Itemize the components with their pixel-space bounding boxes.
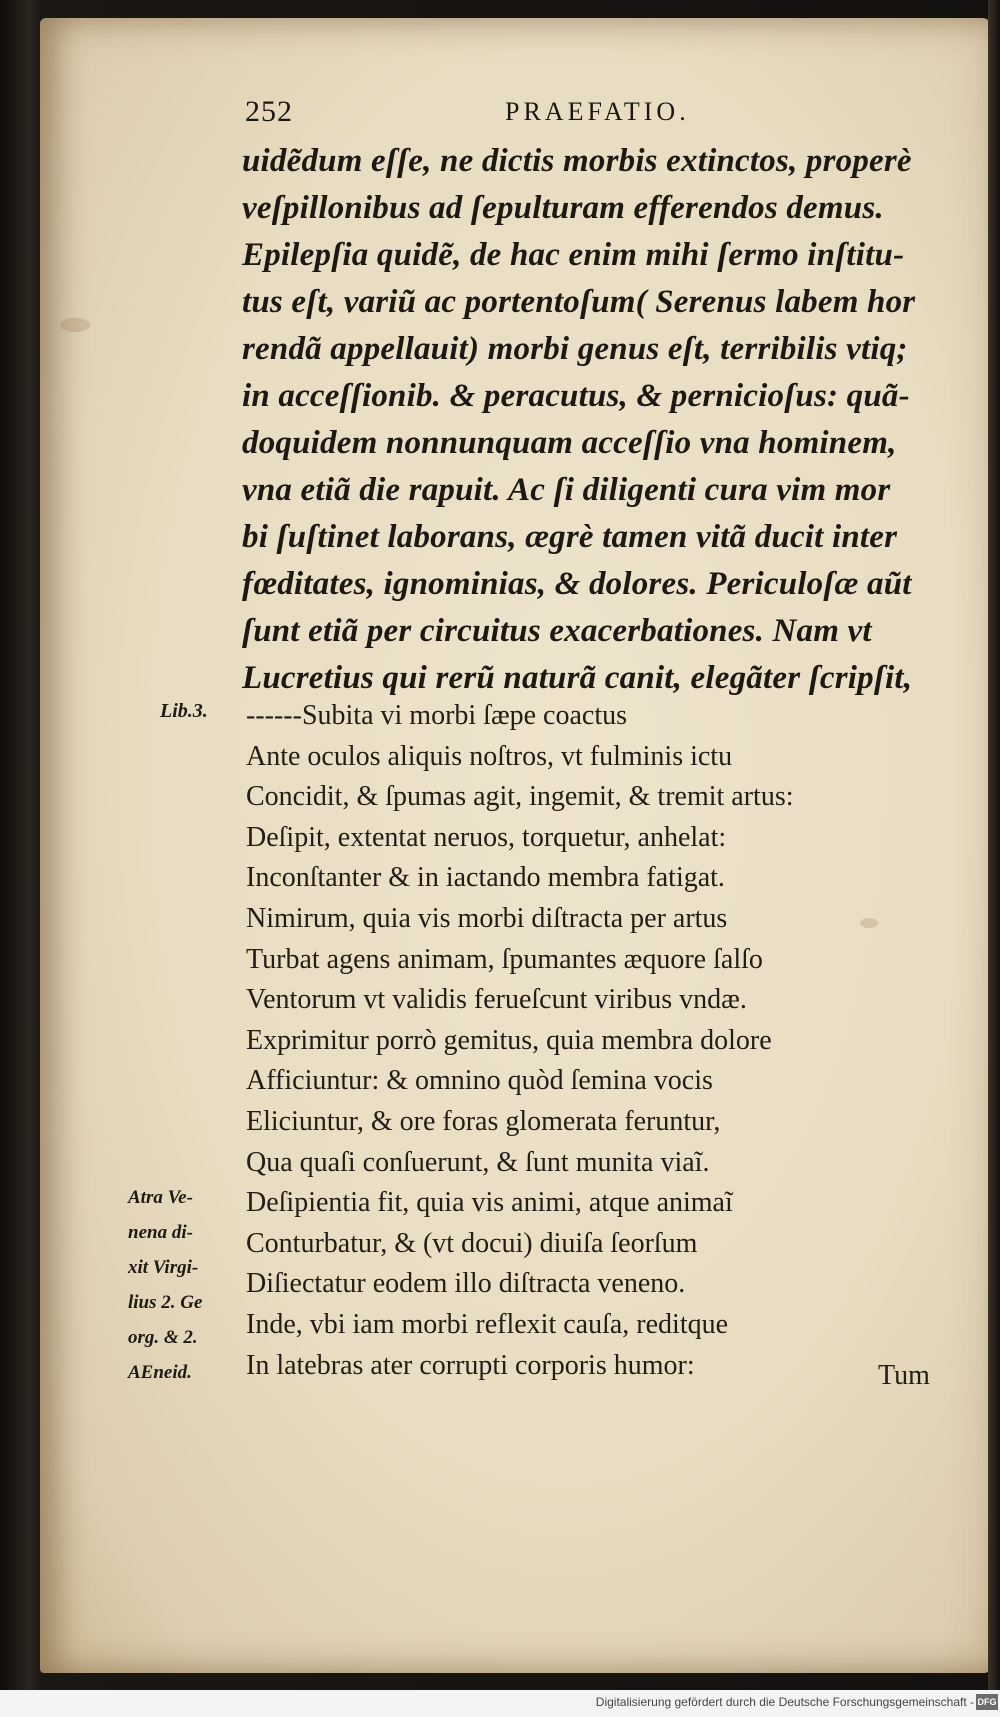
- prose-line: vna etiã die rapuit. Ac ſi diligenti cura vim mor: [242, 472, 891, 508]
- margin-note-line: Atra Ve-: [128, 1187, 193, 1208]
- prose-line: doquidem nonnunquam acceſſio vna hominem,: [242, 425, 897, 461]
- footer-credit: Digitalisierung gefördert durch die Deutsche Forschungsgemeinschaft -: [595, 1695, 974, 1709]
- margin-note-line: org. & 2.: [128, 1327, 198, 1348]
- prose-line: veſpillonibus ad ſepulturam efferendos demus.: [242, 190, 884, 226]
- verse-line: Turbat agens animam, ſpumantes æquore ſalſo: [246, 943, 763, 975]
- verse-line: Qua quaſi conſuerunt, & ſunt munita viaĩ.: [246, 1146, 710, 1178]
- margin-note-line: AEneid.: [128, 1362, 192, 1383]
- verse-line: Inde, vbi iam morbi reflexit cauſa, reditque: [246, 1308, 729, 1340]
- verse-line: Conturbatur, & (vt docui) diuiſa ſeorſum: [246, 1227, 698, 1259]
- book-edge: [988, 0, 1000, 1717]
- margin-note-lib: Lib.3.: [160, 700, 208, 722]
- margin-note-line: lius 2. Ge: [128, 1292, 203, 1313]
- prose-line: in acceſſionib. & peracutus, & pernicioſus: quã-: [242, 378, 910, 414]
- dfg-logo-icon: DFG: [976, 1694, 998, 1710]
- catchword: Tum: [878, 1360, 930, 1391]
- prose-line: ſunt etiã per circuitus exacerbationes. Nam vt: [242, 613, 872, 649]
- prose-block: [242, 138, 952, 702]
- prose-line: Epilepſia quidẽ, de hac enim mihi ſermo inſtitu-: [242, 237, 905, 273]
- verse-line: Afficiuntur: & omnino quòd ſemina vocis: [246, 1065, 713, 1097]
- verse-line: Ventorum vt validis ferueſcunt viribus vndæ.: [246, 984, 747, 1016]
- prose-line: bi ſuſtinet laborans, ægrè tamen vitã ducit inter: [242, 519, 898, 555]
- verse-line: Exprimitur porrò gemitus, quia membra dolore: [246, 1024, 772, 1056]
- page-header: [245, 95, 945, 135]
- verse-line: Concidit, & ſpumas agit, ingemit, & tremit artus:: [246, 781, 794, 813]
- verse-block: [246, 696, 956, 1386]
- verse-line: Nimirum, quia vis morbi diſtracta per artus: [246, 902, 728, 934]
- footer-bar: [0, 1690, 1000, 1717]
- verse-line: ------Subita vi morbi ſæpe coactus: [246, 700, 628, 731]
- verse-line: Inconſtanter & in iactando membra fatigat.: [246, 862, 725, 894]
- prose-line: Lucretius qui rerũ naturã canit, elegãter ſcripſit,: [242, 660, 913, 696]
- verse-line: Eliciuntur, & ore foras glomerata feruntur,: [246, 1105, 721, 1137]
- paper-stain: [60, 318, 90, 332]
- verse-line: Ante oculos aliquis noſtros, vt fulminis ictu: [246, 740, 733, 772]
- prose-line: fœditates, ignominias, & dolores. Periculoſæ aũt: [242, 566, 912, 602]
- running-head: PRAEFATIO.: [505, 97, 690, 126]
- page-number: 252: [245, 95, 293, 128]
- margin-note-line: nena di-: [128, 1222, 193, 1243]
- prose-line: uidẽdum eſſe, ne dictis morbis extinctos, properè: [242, 143, 912, 179]
- verse-line: Deſipientia fit, quia vis animi, atque animaĩ: [246, 1187, 733, 1219]
- margin-note-atra: [128, 1180, 202, 1390]
- prose-line: tus eſt, variũ ac portentoſum( Serenus labem hor: [242, 284, 916, 320]
- verse-line: Deſipit, extentat neruos, torquetur, anhelat:: [246, 821, 727, 853]
- verse-line: In latebras ater corrupti corporis humor:: [246, 1349, 695, 1381]
- margin-note-line: xit Virgi-: [128, 1257, 199, 1278]
- verse-line: Diſiectatur eodem illo diſtracta veneno.: [246, 1268, 686, 1300]
- prose-line: rendã appellauit) morbi genus eſt, terribilis vtiq;: [242, 331, 908, 367]
